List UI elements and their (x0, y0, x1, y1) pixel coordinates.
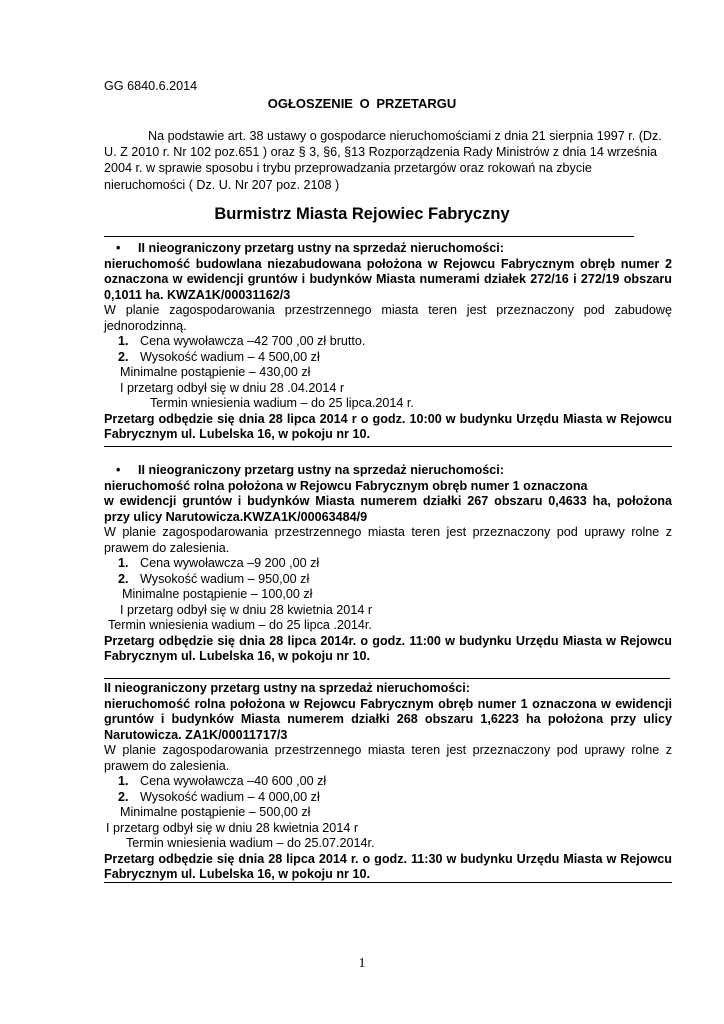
zoning-plan: W planie zagospodarowania przestrzennego miasta teren jest przeznaczony pod uprawy rolne z prawem do zalesienia. (104, 743, 672, 773)
divider-top (104, 236, 634, 237)
divider-3 (104, 882, 672, 883)
property-description: w ewidencji gruntów i budynków Miasta numerem działki 267 obszaru 0,4633 ha, położona przy ulicy Narutowicza.KWZA1K/00063484/9 (104, 494, 672, 524)
bullet-icon: • (116, 241, 121, 255)
deposit-deadline: Termin wniesienia wadium – do 25.07.2014r. (126, 836, 375, 850)
zoning-plan: W planie zagospodarowania przestrzennego miasta teren jest przeznaczony pod uprawy rolne z prawem do zalesienia. (104, 525, 672, 555)
page-number: 1 (358, 956, 366, 971)
auction-announcement: Przetarg odbędzie się dnia 28 lipca 2014 r. o godz. 11:30 w budynku Urzędu Miasta w Rejowcu Fabrycznym ul. Lubelska 16, w pokoju nr 10. (104, 851, 672, 881)
property-description: nieruchomość rolna położona w Rejowcu Fabrycznym obręb numer 1 oznaczona w ewidencji gruntów i budynków Miasta numerem działki 268 obszaru 1,6223 ha położona przy ulicy Narutowicza. ZA1K/00011717/3 (104, 696, 672, 742)
auction-section-3 (104, 681, 672, 883)
first-auction-date: I przetarg odbył się w dniu 28 kwietnia 2014 r (120, 602, 373, 617)
auction-section-2 (104, 463, 672, 665)
section-heading: II nieograniczony przetarg ustny na sprzedaż nieruchomości: (104, 681, 470, 695)
list-item-deposit: 2. Wysokość wadium – 4 000,00 zł (118, 789, 320, 804)
first-auction-date: I przetarg odbył się w dniu 28 .04.2014 r (120, 380, 345, 395)
legal-basis-text: Na podstawie art. 38 ustawy o gospodarce nieruchomościami z dnia 21 sierpnia 1997 r. (Dz. U. Z 2010 r. Nr 102 poz.651 ) oraz § 3, §6, §13 Rozporządzenia Rady Ministrów z dnia 14 września 2004 r. w sprawie sposobu i trybu przeprowadzania przetargów oraz rokowań na zbycie nieruchomości ( Dz. U. Nr 207 poz. 2108 ) (104, 129, 662, 192)
zoning-plan: W planie zagospodarowania przestrzennego miasta teren jest przeznaczony pod zabudowę jednorodzinną. (104, 303, 672, 333)
deposit-deadline: Termin wniesienia wadium – do 25 lipca.2014 r. (150, 396, 414, 410)
first-auction-date: I przetarg odbył się w dniu 28 kwietnia 2014 r (106, 820, 359, 835)
legal-basis-paragraph (104, 128, 676, 193)
bullet-icon: • (116, 463, 121, 477)
auction-announcement: Przetarg odbędzie się dnia 28 lipca 2014 r o godz. 10:00 w budynku Urzędu Miasta w Rejowcu Fabrycznym ul. Lubelska 16, w pokoju nr 10. (104, 411, 672, 441)
page-title: OGŁOSZENIE O PRZETARGU (267, 96, 457, 111)
auction-section-1 (104, 241, 672, 443)
list-item-starting-price: 1. Cena wywoławcza –42 700 ,00 zł brutto. (118, 334, 366, 348)
section-heading: • II nieograniczony przetarg ustny na sprzedaż nieruchomości: (116, 241, 504, 255)
list-item-starting-price: 1. Cena wywoławcza –9 200 ,00 zł (118, 556, 320, 570)
issuer-heading: Burmistrz Miasta Rejowiec Fabryczny (214, 205, 510, 223)
list-item-deposit: 2. Wysokość wadium – 950,00 zł (118, 571, 310, 586)
reference-number: GG 6840.6.2014 (104, 79, 198, 93)
deposit-deadline: Termin wniesienia wadium – do 25 lipca .2014r. (108, 618, 372, 632)
minimum-increment: Minimalne postąpienie – 430,00 zł (120, 365, 311, 379)
section-heading: • II nieograniczony przetarg ustny na sprzedaż nieruchomości: (116, 463, 504, 477)
minimum-increment: Minimalne postąpienie – 500,00 zł (120, 805, 311, 819)
divider-2 (104, 678, 670, 679)
property-description-line-1: nieruchomość rolna położona w Rejowcu Fabrycznym obręb numer 1 oznaczona (104, 478, 588, 493)
property-description: nieruchomość budowlana niezabudowana położona w Rejowcu Fabrycznym obręb numer 2 oznaczona w ewidencji gruntów i budynków Miasta numerami działek 272/16 i 272/19 obszaru 0,1011 ha. KWZA1K/00031162/3 (104, 256, 672, 302)
minimum-increment: Minimalne postąpienie – 100,00 zł (122, 587, 313, 601)
list-item-deposit: 2. Wysokość wadium – 4 500,00 zł (118, 349, 320, 364)
list-item-starting-price: 1. Cena wywoławcza –40 600 ,00 zł (118, 774, 327, 788)
divider-1 (104, 446, 672, 447)
auction-announcement: Przetarg odbędzie się dnia 28 lipca 2014r. o godz. 11:00 w budynku Urzędu Miasta w Rejowcu Fabrycznym ul. Lubelska 16, w pokoju nr 10. (104, 633, 672, 663)
